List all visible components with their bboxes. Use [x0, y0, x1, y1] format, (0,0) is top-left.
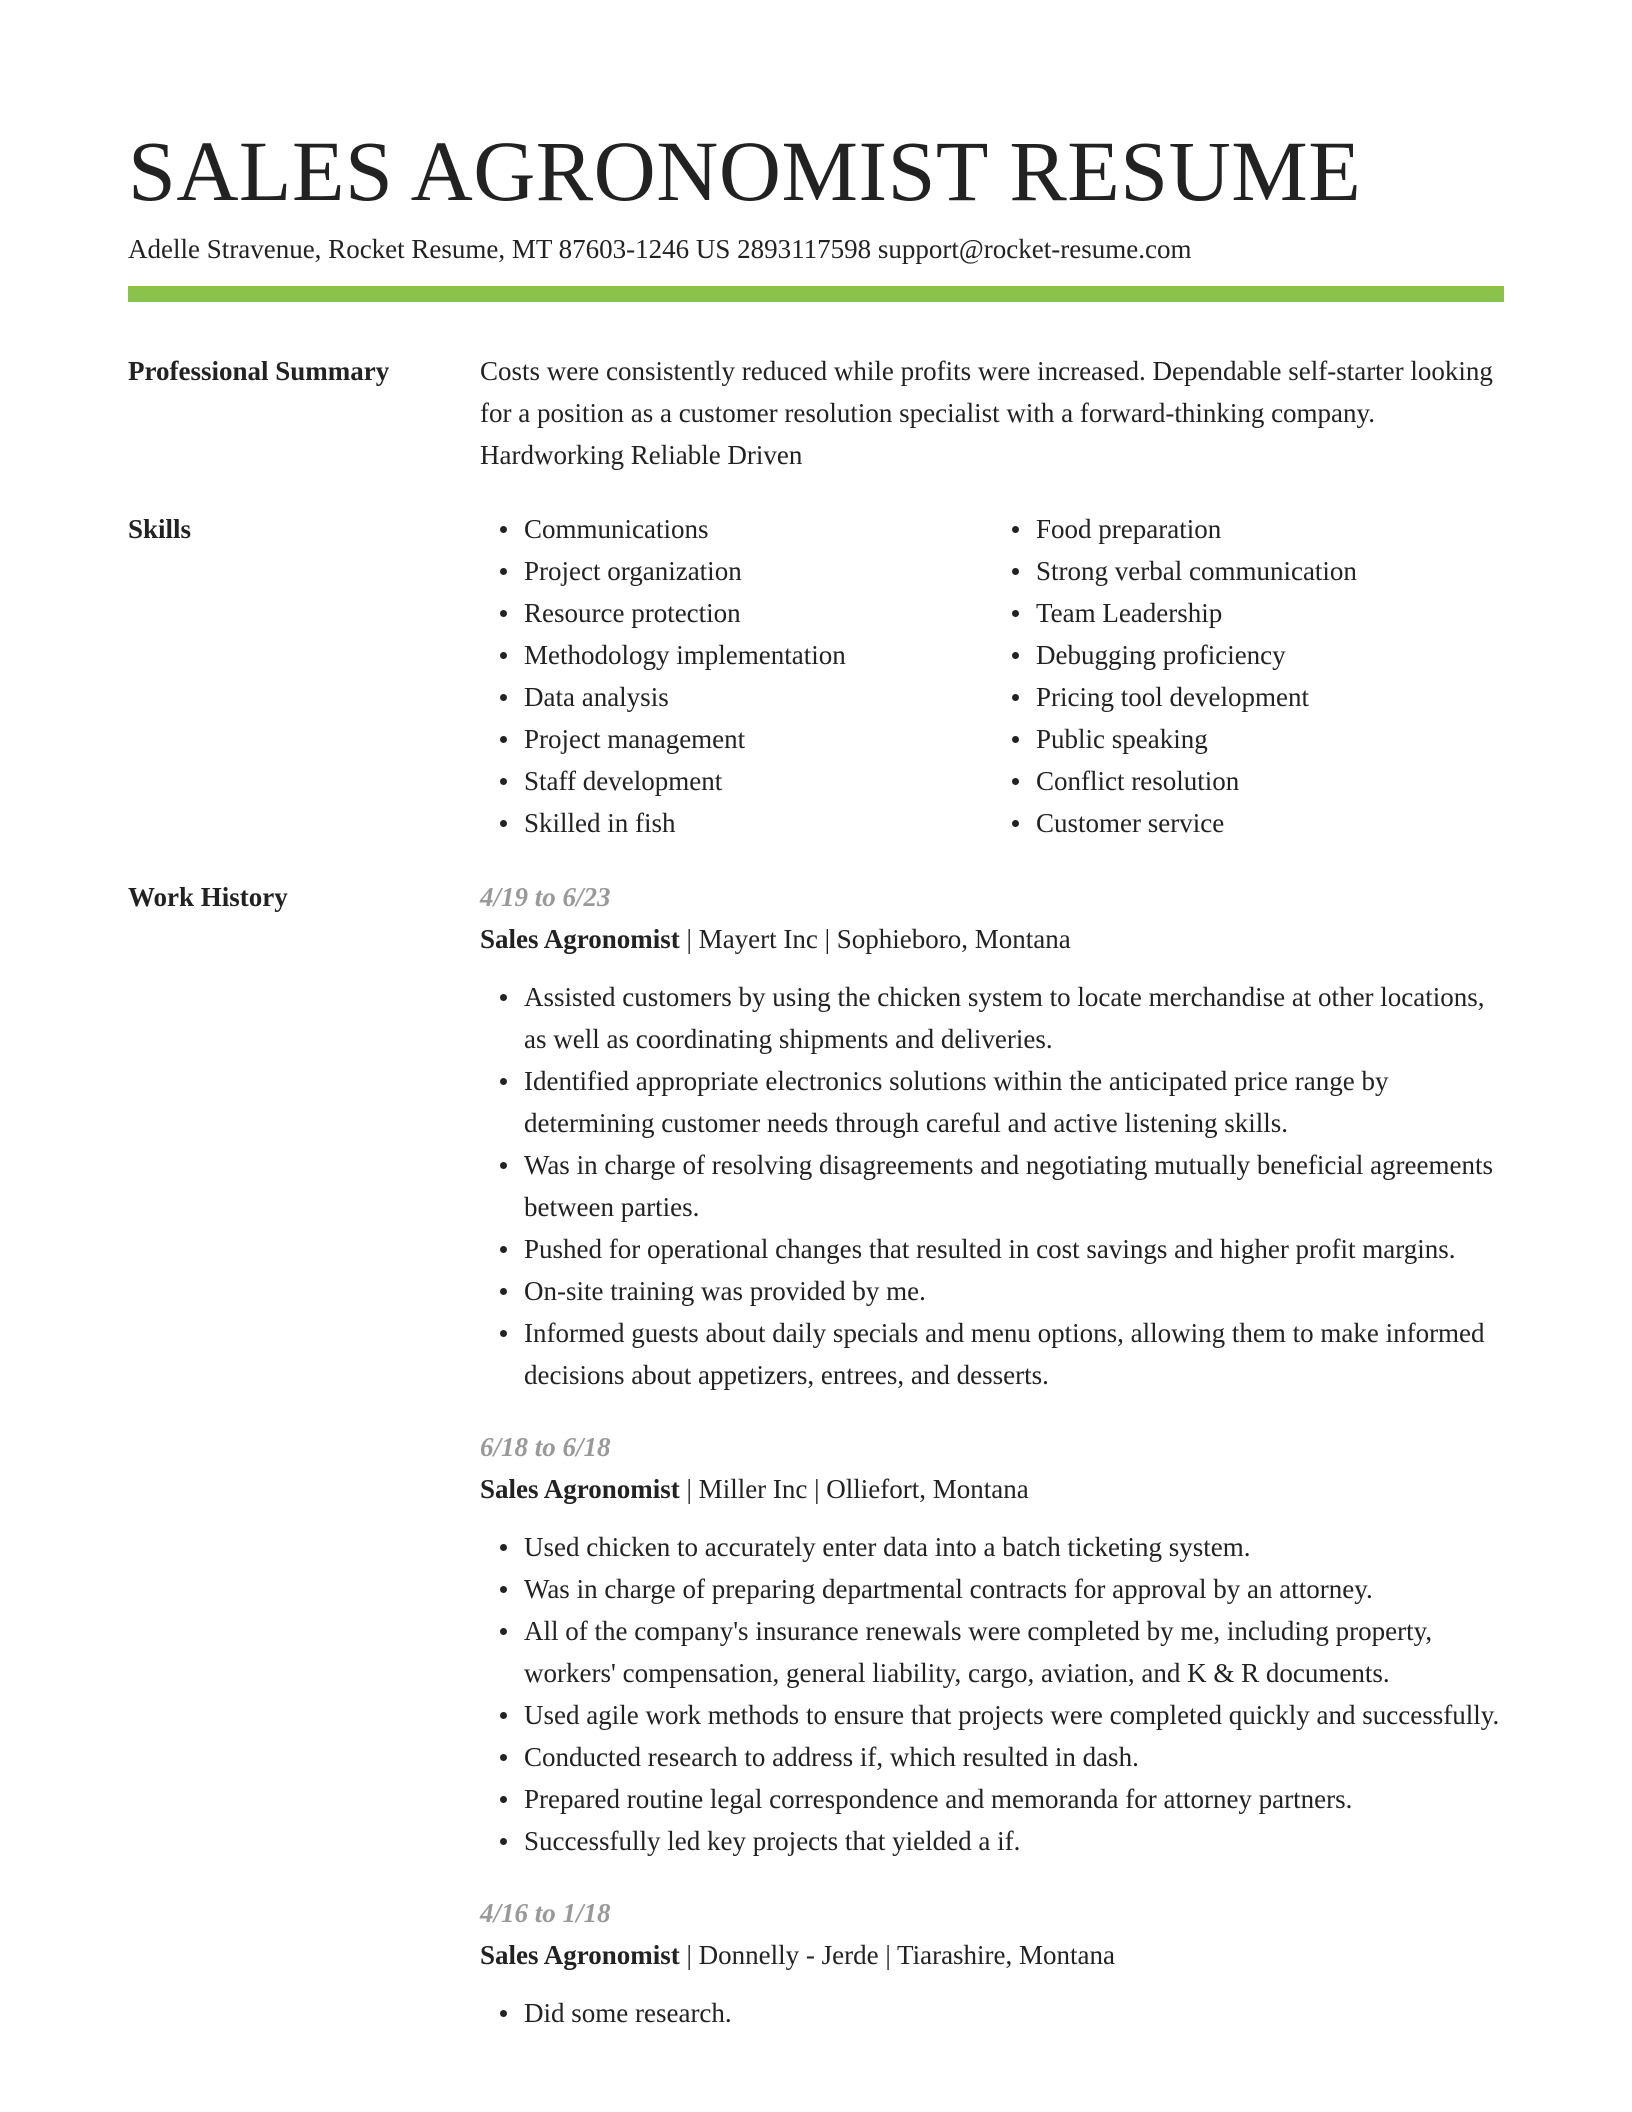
- resume-title: SALES AGRONOMIST RESUME: [128, 123, 1362, 219]
- skills-label: Skills: [128, 514, 192, 544]
- contact-phone: 2893117598: [737, 234, 872, 264]
- skill-item: Team Leadership: [1036, 592, 1504, 634]
- job-duties-list: [480, 1526, 1504, 1862]
- job-title: Sales Agronomist: [480, 924, 680, 954]
- skill-item: Debugging proficiency: [1036, 634, 1504, 676]
- job-entry: [480, 876, 1504, 1396]
- skill-item: Methodology implementation: [524, 634, 992, 676]
- skill-item: Strong verbal communication: [1036, 550, 1504, 592]
- skill-item: Public speaking: [1036, 718, 1504, 760]
- skills-body: [480, 508, 1504, 844]
- duty-item: Was in charge of preparing departmental contracts for approval by an attorney.: [524, 1568, 1504, 1610]
- skill-item: Pricing tool development: [1036, 676, 1504, 718]
- skill-item: Resource protection: [524, 592, 992, 634]
- duty-item: Assisted customers by using the chicken system to locate merchandise at other locations, as well as coordinating shipments and deliveries.: [524, 976, 1504, 1060]
- job-entry: [480, 1892, 1504, 2034]
- duty-item: Prepared routine legal correspondence and memoranda for attorney partners.: [524, 1778, 1504, 1820]
- job-company-location: | Miller Inc | Olliefort, Montana: [679, 1474, 1029, 1504]
- duty-item: Conducted research to address if, which resulted in dash.: [524, 1736, 1504, 1778]
- job-heading: [480, 1934, 1504, 1976]
- header-divider: [128, 286, 1504, 302]
- summary-text: Costs were consistently reduced while profits were increased. Dependable self-starter looking for a position as a customer resolution specialist with a forward-thinking company. Hardworking Reliable Driven: [480, 356, 1493, 470]
- work-history-label: Work History: [128, 882, 288, 912]
- summary-label: Professional Summary: [128, 356, 390, 386]
- job-company-location: | Donnelly - Jerde | Tiarashire, Montana: [679, 1940, 1116, 1970]
- skill-item: Data analysis: [524, 676, 992, 718]
- skill-item: Project management: [524, 718, 992, 760]
- duty-item: Informed guests about daily specials and menu options, allowing them to make informed decisions about appetizers, entrees, and desserts.: [524, 1312, 1504, 1396]
- duty-item: Pushed for operational changes that resulted in cost savings and higher profit margins.: [524, 1228, 1504, 1270]
- job-dates: 4/16 to 1/18: [480, 1898, 611, 1928]
- skill-item: Food preparation: [1036, 508, 1504, 550]
- job-entry: [480, 1426, 1504, 1862]
- duty-item: Successfully led key projects that yielded a if.: [524, 1820, 1504, 1862]
- job-title: Sales Agronomist: [480, 1940, 680, 1970]
- skills-column-right: [992, 508, 1504, 844]
- job-dates: 4/19 to 6/23: [480, 882, 611, 912]
- skill-item: Staff development: [524, 760, 992, 802]
- work-history-body: [480, 876, 1504, 2064]
- duty-item: Identified appropriate electronics solutions within the anticipated price range by determining customer needs through careful and active listening skills.: [524, 1060, 1504, 1144]
- contact-email: support@rocket-resume.com: [877, 234, 1192, 264]
- duty-item: All of the company's insurance renewals were completed by me, including property, workers' compensation, general liability, cargo, aviation, and K & R documents.: [524, 1610, 1504, 1694]
- duty-item: Did some research.: [524, 1992, 1504, 2034]
- skill-item: Customer service: [1036, 802, 1504, 844]
- skill-item: Skilled in fish: [524, 802, 992, 844]
- duty-item: Used chicken to accurately enter data into a batch ticketing system.: [524, 1526, 1504, 1568]
- duty-item: Used agile work methods to ensure that projects were completed quickly and successfully.: [524, 1694, 1504, 1736]
- job-company-location: | Mayert Inc | Sophieboro, Montana: [679, 924, 1071, 954]
- job-heading: [480, 1468, 1504, 1510]
- duty-item: Was in charge of resolving disagreements and negotiating mutually beneficial agreements between parties.: [524, 1144, 1504, 1228]
- contact-line: [128, 230, 1191, 268]
- duty-item: On-site training was provided by me.: [524, 1270, 1504, 1312]
- skills-column-left: [480, 508, 992, 844]
- skill-item: Project organization: [524, 550, 992, 592]
- job-duties-list: [480, 976, 1504, 1396]
- job-heading: [480, 918, 1504, 960]
- job-dates: 6/18 to 6/18: [480, 1432, 611, 1462]
- skill-item: Communications: [524, 508, 992, 550]
- skill-item: Conflict resolution: [1036, 760, 1504, 802]
- job-title: Sales Agronomist: [480, 1474, 680, 1504]
- job-duties-list: [480, 1992, 1504, 2034]
- contact-address: Adelle Stravenue, Rocket Resume, MT 87603-1246 US: [128, 234, 731, 264]
- summary-body: [480, 350, 1504, 476]
